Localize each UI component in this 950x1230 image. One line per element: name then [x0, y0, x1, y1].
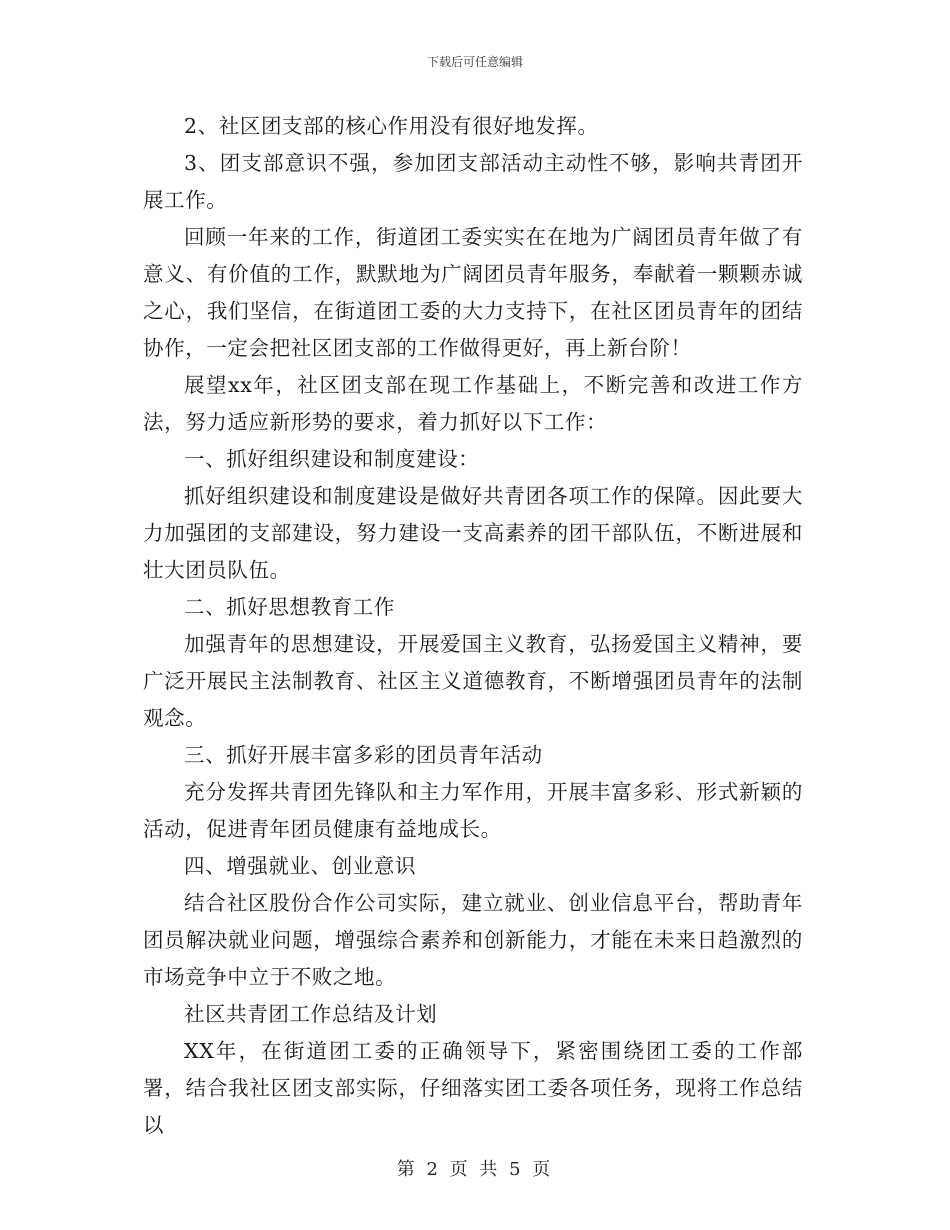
paragraph: 3、团支部意识不强，参加团支部活动主动性不够，影响共青团开展工作。	[143, 151, 803, 212]
paragraph: 结合社区股份合作公司实际，建立就业、创业信息平台，帮助青年团员解决就业问题，增强综合素养和创新能力，才能在未来日趋激烈的市场竞争中立于不败之地。	[143, 891, 803, 989]
section-heading: 一、抓好组织建设和制度建设：	[184, 447, 480, 471]
paragraph: 回顾一年来的工作，街道团工委实实在在地为广阔团员青年做了有意义、有价值的工作，默默地为广阔团员青年服务，奉献着一颗颗赤诚之心，我们坚信，在街道团工委的大力支持下，在社区团员青年的团结协作，一定会把社区团支部的工作做得更好，再上新台阶！	[143, 225, 803, 360]
paragraph: 展望xx年，社区团支部在现工作基础上，不断完善和改进工作方法，努力适应新形势的要求，着力抓好以下工作：	[143, 373, 803, 434]
section-heading: 四、增强就业、创业意识	[184, 854, 417, 878]
paragraph: 抓好组织建设和制度建设是做好共青团各项工作的保障。因此要大力加强团的支部建设，努力建设一支高素养的团干部队伍，不断进展和壮大团员队伍。	[143, 484, 803, 582]
paragraph: XX年，在街道团工委的正确领导下，紧密围绕团工委的工作部署，结合我社区团支部实际，仔细落实团工委各项任务，现将工作总结以	[143, 1039, 803, 1137]
document-body	[143, 108, 803, 1144]
page-footer: 第 2 页 共 5 页	[396, 1159, 554, 1180]
section-heading: 三、抓好开展丰富多彩的团员青年活动	[184, 743, 543, 767]
paragraph: 2、社区团支部的核心作用没有很好地发挥。	[184, 114, 599, 138]
paragraph: 加强青年的思想建设，开展爱国主义教育，弘扬爱国主义精神，要广泛开展民主法制教育、社区主义道德教育，不断增强团员青年的法制观念。	[143, 632, 803, 730]
section-heading: 二、抓好思想教育工作	[184, 595, 395, 619]
page-header: 下载后可任意编辑	[426, 55, 523, 69]
section-title: 社区共青团工作总结及计划	[184, 1002, 438, 1026]
paragraph: 充分发挥共青团先锋队和主力军作用，开展丰富多彩、形式新颖的活动，促进青年团员健康有益地成长。	[143, 780, 803, 841]
